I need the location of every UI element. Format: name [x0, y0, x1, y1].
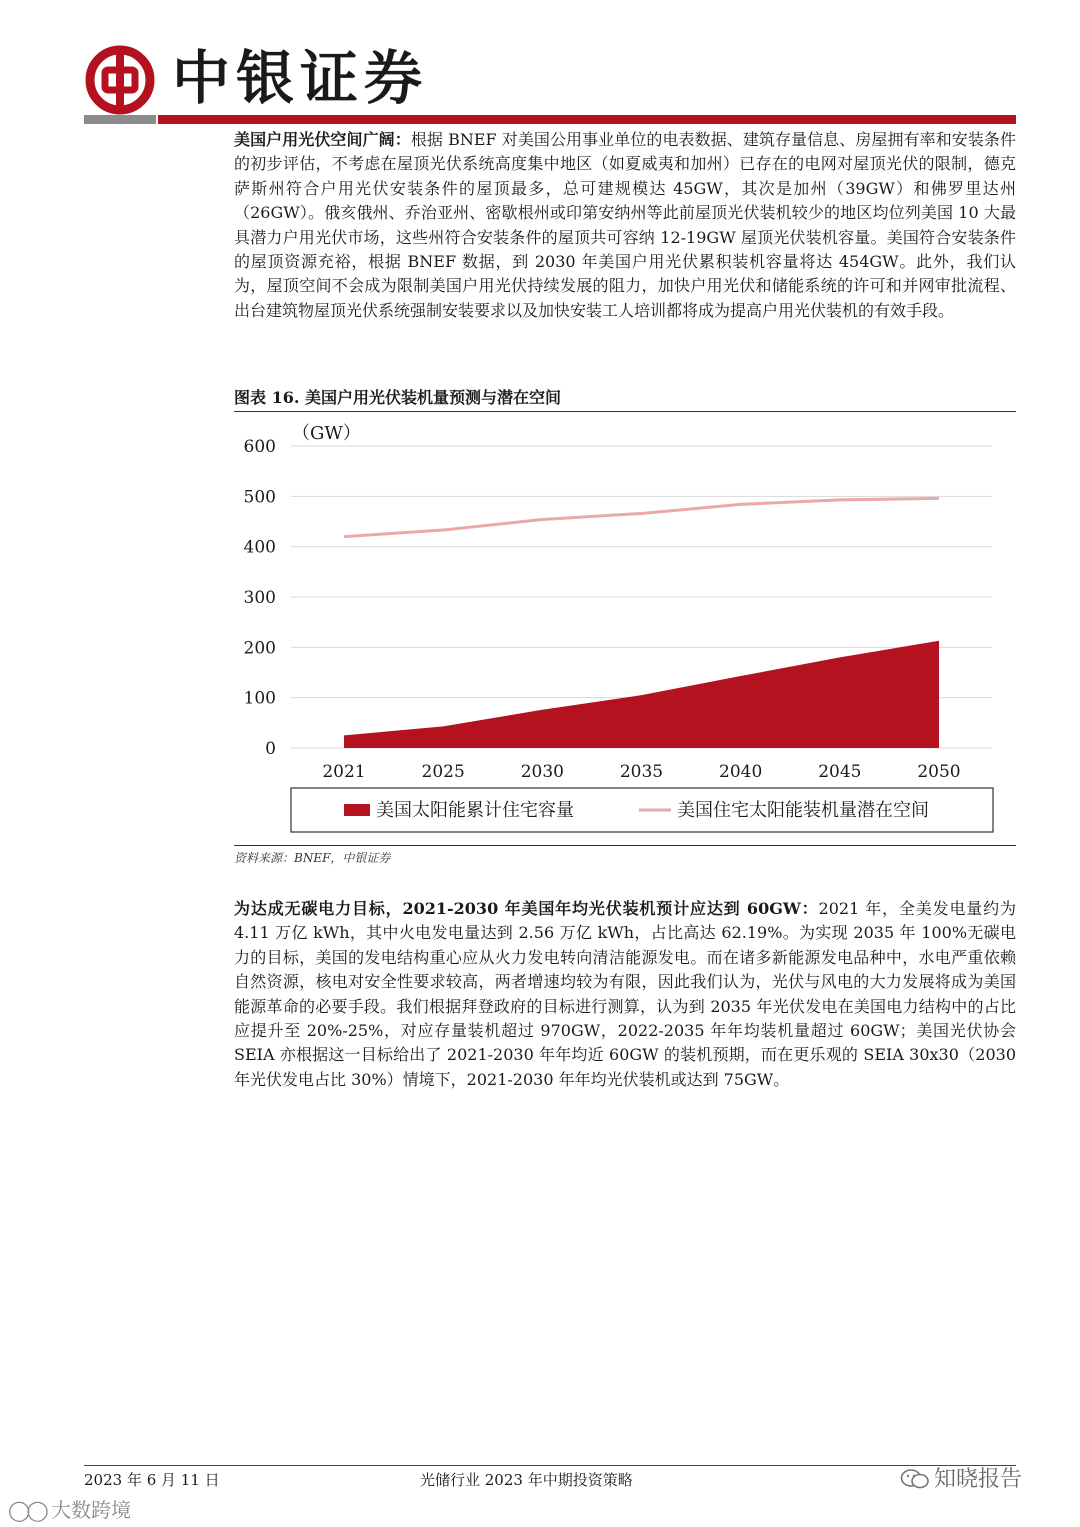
page-header	[84, 36, 1016, 126]
y-tick-label: 500	[243, 487, 276, 508]
x-tick-label: 2035	[619, 762, 664, 782]
legend-label-line: 美国住宅太阳能装机量潜在空间	[677, 800, 929, 821]
footer-title: 光储行业 2023 年中期投资策略	[420, 1471, 633, 1489]
y-tick-label: 100	[243, 688, 276, 709]
paragraph-body: 2021 年，全美发电量约为 4.11 万亿 kWh，其中火电发电量达到 2.56 万亿 kWh，占比高达 62.19%。为实现 2035 年 100%无碳电力的目标，美国的发电结构重心应从火力发电转向清洁能源发电。而在诸多新能源发电品种中，水电严重依赖自然资源，核电对安全性要求较高，两者增速均较为有限，因此我们认为，光伏与风电的大力发展将成为美国能源革命的必要手段。我们根据拜登政府的目标进行测算，认为到 2035 年光伏发电在美国电力结构中的占比应提升至 20%-25%，对应存量装机超过 970GW，2022-2035 年年均装机量超过 60GW；美国光伏协会 SEIA 亦根据这一目标给出了 2021-2030 年年均近 60GW 的装机预期，而在更乐观的 SEIA 30x30（2030 年光伏发电占比 30%）情境下，2021-2030 年年均光伏装机或达到 75GW。	[234, 899, 1016, 1089]
watermark-left	[8, 1494, 131, 1523]
area-series-cumulative-capacity	[344, 641, 939, 748]
watermark-left-logo-icon: ◯◯	[8, 1498, 45, 1522]
watermark-right	[900, 1462, 1022, 1493]
header-rule-red	[158, 115, 1016, 124]
paragraph-lead: 为达成无碳电力目标，2021-2030 年美国年均光伏装机预计应达到 60GW：	[234, 899, 819, 918]
legend-swatch-area	[344, 804, 370, 816]
us-residential-pv-chart	[234, 412, 1016, 842]
watermark-left-text: 大数跨境	[51, 1498, 132, 1522]
header-rule-gray	[84, 115, 156, 124]
footer-date: 2023 年 6 月 11 日	[84, 1471, 220, 1489]
y-tick-label: 300	[243, 588, 276, 608]
bank-of-china-logo-icon	[84, 44, 156, 116]
paragraph-carbon-free-target	[234, 897, 1016, 1092]
wechat-icon	[900, 1468, 930, 1490]
brand-name: 中银证券	[172, 44, 429, 112]
legend-label-area: 美国太阳能累计住宅容量	[376, 800, 574, 821]
x-tick-label: 2025	[421, 762, 465, 782]
y-tick-label: 0	[265, 739, 276, 759]
y-tick-label: 200	[243, 638, 276, 659]
y-tick-label: 600	[243, 437, 276, 457]
x-tick-label: 2030	[520, 762, 564, 782]
figure-source: 资料来源：BNEF，中银证券	[234, 851, 391, 865]
y-axis-unit-label: （GW）	[292, 423, 361, 444]
y-tick-label: 400	[243, 537, 276, 558]
footer-rule	[84, 1465, 1016, 1466]
line-series-potential-space	[344, 498, 939, 536]
x-tick-label: 2050	[917, 762, 961, 782]
figure-title: 图表 16. 美国户用光伏装机量预测与潜在空间	[234, 388, 561, 407]
figure-rule-bottom	[234, 845, 1016, 846]
x-tick-label: 2021	[322, 762, 366, 782]
watermark-right-text: 知晓报告	[934, 1467, 1023, 1492]
x-tick-label: 2040	[719, 762, 763, 782]
paragraph-us-residential-pv-space	[234, 128, 1016, 323]
paragraph-body: 根据 BNEF 对美国公用事业单位的电表数据、建筑存量信息、房屋拥有率和安装条件的初步评估，不考虑在屋顶光伏系统高度集中地区（如夏威夷和加州）已存在的电网对屋顶光伏的限制，德克萨斯州符合户用光伏安装条件的屋顶最多，总可建规模达 45GW，其次是加州（39GW）和佛罗里达州（26GW）。俄亥俄州、乔治亚州、密歇根州或印第安纳州等此前屋顶光伏装机较少的地区均位列美国 10 大最具潜力户用光伏市场，这些州符合安装条件的屋顶共可容纳 12-19GW 屋顶光伏装机容量。美国符合安装条件的屋顶资源充裕，根据 BNEF 数据，到 2030 年美国户用光伏累积装机容量将达 454GW。此外，我们认为，屋顶空间不会成为限制美国户用光伏持续发展的阻力，加快户用光伏和储能系统的许可和并网审批流程、出台建筑物屋顶光伏系统强制安装要求以及加快安装工人培训都将成为提高户用光伏装机的有效手段。	[234, 130, 1016, 320]
x-tick-label: 2045	[818, 762, 862, 782]
paragraph-lead: 美国户用光伏空间广阔：	[234, 130, 411, 149]
